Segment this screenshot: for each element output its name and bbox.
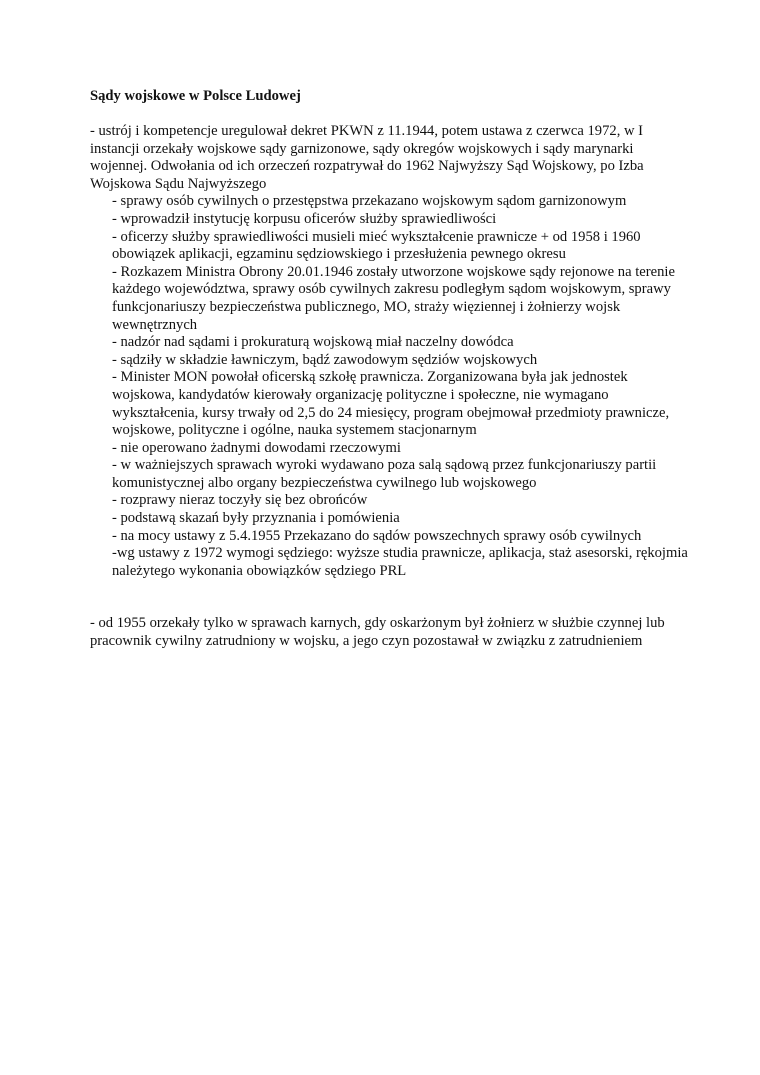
list-item: - Minister MON powołał oficerską szkołę prawnicza. Zorganizowana była jak jednostek wojskowa, kandydatów kierowały organizację polityczne i społeczne, nie wymagano wykształcenia, kursy trwały od 2,5 do 24 miesięcy, program obejmował przedmioty prawnicze, wojskowe, polityczne i ogólne, nauka systemem stacjonarnym: [112, 369, 670, 439]
list-item: - w ważniejszych sprawach wyroki wydawano poza salą sądową przez funkcjonariuszy partii komunistycznej albo organy bezpieczeństwa cywilnego lub wojskowego: [112, 457, 657, 491]
list-item: - oficerzy służby sprawiedliwości musieli mieć wykształcenie prawnicze + od 1958 i 1960 obowiązek aplikacji, egzaminu sędziowskiego i przesłużenia pewnego okresu: [112, 228, 641, 263]
list-item: - Rozkazem Ministra Obrony 20.01.1946 zostały utworzone wojskowe sądy rejonowe na terenie każdego województwa, sprawy osób cywilnych zakresu podległym sądom wojskowym, sprawy funkcjonariuszy bezpieczeństwa publicznego, MO, straży więziennej i żołnierzy wojsk wewnętrznych: [112, 263, 675, 333]
list-item: - na mocy ustawy z 5.4.1955 Przekazano do sądów powszechnych sprawy osób cywilnych: [112, 527, 642, 544]
list-item: -wg ustawy z 1972 wymogi sędziego: wyższe studia prawnicze, aplikacja, staż asesorski, rękojmia należytego wykonania obowiązków sędziego PRL: [112, 545, 688, 579]
list-item: - sądziły w składzie ławniczym, bądź zawodowym sędziów wojskowych: [112, 351, 538, 368]
closing-paragraph: - od 1955 orzekały tylko w sprawach karnych, gdy oskarżonym był żołnierz w służbie czynnej lub pracownik cywilny zatrudniony w wojsku, a jego czyn pozostawał w związku z zatrudnieniem: [90, 615, 665, 650]
bullet-list: [90, 193, 690, 580]
list-item: - rozprawy nieraz toczyły się bez obrońców: [112, 492, 368, 509]
intro-paragraph: - ustrój i kompetencje uregulował dekret PKWN z 11.1944, potem ustawa z czerwca 1972, w I instancji orzekały wojskowe sądy garnizonowe, sądy okregów wojskowych i sądy marynarki wojennej. Odwołania od ich orzeczeń rozpatrywał do 1962 Najwyższy Sąd Wojskowy, po Izba Wojskowa Sądu Najwyższego: [90, 123, 644, 192]
document-title: Sądy wojskowe w Polsce Ludowej: [90, 88, 301, 104]
document-body: [90, 88, 690, 651]
list-item: - nadzór nad sądami i prokuraturą wojskową miał naczelny dowódca: [112, 334, 514, 351]
list-item: - nie operowano żadnymi dowodami rzeczowymi: [112, 439, 401, 456]
list-item: - podstawą skazań były przyznania i pomówienia: [112, 510, 400, 527]
list-item: - wprowadził instytucję korpusu oficerów służby sprawiedliwości: [112, 210, 497, 227]
list-item: - sprawy osób cywilnych o przestępstwa przekazano wojskowym sądom garnizonowym: [112, 193, 627, 210]
